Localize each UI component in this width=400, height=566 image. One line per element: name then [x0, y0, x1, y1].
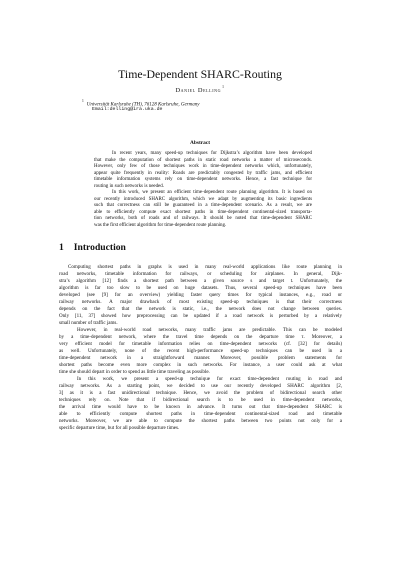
affiliation-text: Universität Karlsruhe (TH), 76128 Karlsruhe, Germany	[86, 102, 200, 108]
body-line: railway networks. A major drawback of most existing speed-up techniques is that their correctness	[59, 298, 342, 305]
section-heading	[59, 242, 126, 253]
abstract-text	[94, 151, 312, 230]
body-paragraph	[59, 264, 342, 327]
abstract-line: able to efficiently compute exact shortest paths in time-dependent continental-sized transporta-	[94, 209, 312, 215]
body-line: 3] as it is a fast unidirectional technique. Hence, we avoid the problem of bidirectional search other	[59, 390, 342, 397]
body-line: In this work, we present a speed-up technique for exact time-dependent routing in road and	[77, 376, 342, 383]
body-line: the arrival time would have to be known in advance. It turns out that time-dependent SHARC is	[59, 404, 342, 411]
abstract-line: tion networks, both of roads and of railways. It should be noted that time-dependent SHARC	[94, 216, 312, 222]
abstract-line: In this work, we present an efficient time-dependent route planning algorithm. It is based on	[112, 190, 312, 196]
body-line: time-dependent network in a straightforward manner. Moreover, possible problem statements for	[59, 354, 342, 361]
body-line: as well. Unfortunately, none of the recent high-performance speed-up techniques can be used in a	[59, 347, 342, 354]
abstract-line: our recently introduced SHARC algorithm, which we adapt by augmenting its basic ingredients	[94, 196, 312, 202]
body-line: railway networks. As a starting point, we decided to use our recently developed SHARC algorithm [2,	[59, 383, 342, 390]
body-line: stra’s algorithm [12] finds a shortest path between a given source s and target t. Unfortunately, the	[59, 277, 342, 284]
author-name-text: Daniel Delling	[175, 87, 222, 95]
affiliation-mark: 1	[82, 99, 84, 103]
body-line: Computing shortest paths in graphs is used in many real-world applications like route planning in	[68, 264, 342, 270]
author-mark: 1	[222, 85, 225, 89]
body-line: algorithm is far too slow to be used on huge datasets. Thus, several speed-up techniques have been	[59, 284, 342, 291]
abstract-line: appear quite frequently in reality: Roads are predictably congested by traffic jams, and efficient	[94, 170, 312, 176]
section-title: Introduction	[73, 242, 126, 253]
abstract-line: However, only few of those techniques work in time-dependent networks which, unfortunately,	[94, 164, 312, 170]
body-line: time she should depart in order to spend as little time traveling as possible.	[59, 368, 210, 375]
body-line: However, in real-world road networks, many traffic jams are predictable. This can be modeled	[77, 327, 342, 334]
author-email: Email:delling@ira.uka.de	[92, 107, 163, 112]
author-name	[0, 86, 400, 94]
body-line: shortest paths become even more complex in such networks. For instance, a user could ask at what	[59, 361, 342, 368]
body-line: by a time-dependent network, where the travel time depends on the departure time τ. Moreover, a	[59, 334, 342, 341]
section-body	[59, 264, 342, 432]
abstract-line: that make the computation of shortest paths in static road networks a matter of microseconds.	[94, 157, 312, 163]
abstract-line: was the first efficient algorithm for time-dependent route planning.	[94, 223, 227, 229]
paper-title: Time-Dependent SHARC-Routing	[118, 67, 282, 81]
abstract-paragraph	[94, 151, 312, 190]
abstract-paragraph	[94, 190, 312, 229]
body-line: techniques rely on. Note that if bidirectional search is to be used in time-dependent networks,	[59, 397, 342, 404]
abstract-line: timetable information systems rely on time-dependent networks. Hence, a fast technique for	[94, 177, 312, 183]
body-line: specific departure time, but for all possible departure times.	[59, 424, 180, 431]
section-number: 1	[59, 242, 64, 253]
body-line: Only [11, 37] showed how preprocessing can be updated if a road network is perturbed by a relatively	[59, 312, 342, 319]
body-paragraph	[59, 376, 342, 432]
body-paragraph	[59, 327, 342, 376]
abstract-line: such that correctness can still be guaranteed in a time-dependent scenario. As a result, we are	[94, 203, 312, 209]
abstract-line: In recent years, many speed-up techniques for Dijkstra’s algorithm have been developed	[112, 151, 312, 156]
body-line: developed (see [9] for an overview) yielding faster query times for typical instances, e.g., road or	[59, 291, 342, 298]
abstract-heading: Abstract	[189, 140, 211, 146]
body-line: depends on the fact that the network is static, i.e., the network does not change between queries.	[59, 305, 342, 312]
abstract-line: routing in such networks is needed.	[94, 183, 164, 189]
body-line: networks. Moreover, we are able to compute the shortest paths between two points not only for a	[59, 417, 342, 424]
body-line: able to efficiently compute shortest paths in time-dependent continental-sized road and timetable	[59, 411, 342, 418]
body-line: road networks, timetable information for railways, or scheduling for airplanes. In general, Dijk-	[59, 270, 342, 277]
body-line: very efficient model for timetable information relies on time-dependent networks (cf. [32] for details)	[59, 340, 342, 347]
body-line: small number of traffic jams.	[59, 319, 118, 326]
